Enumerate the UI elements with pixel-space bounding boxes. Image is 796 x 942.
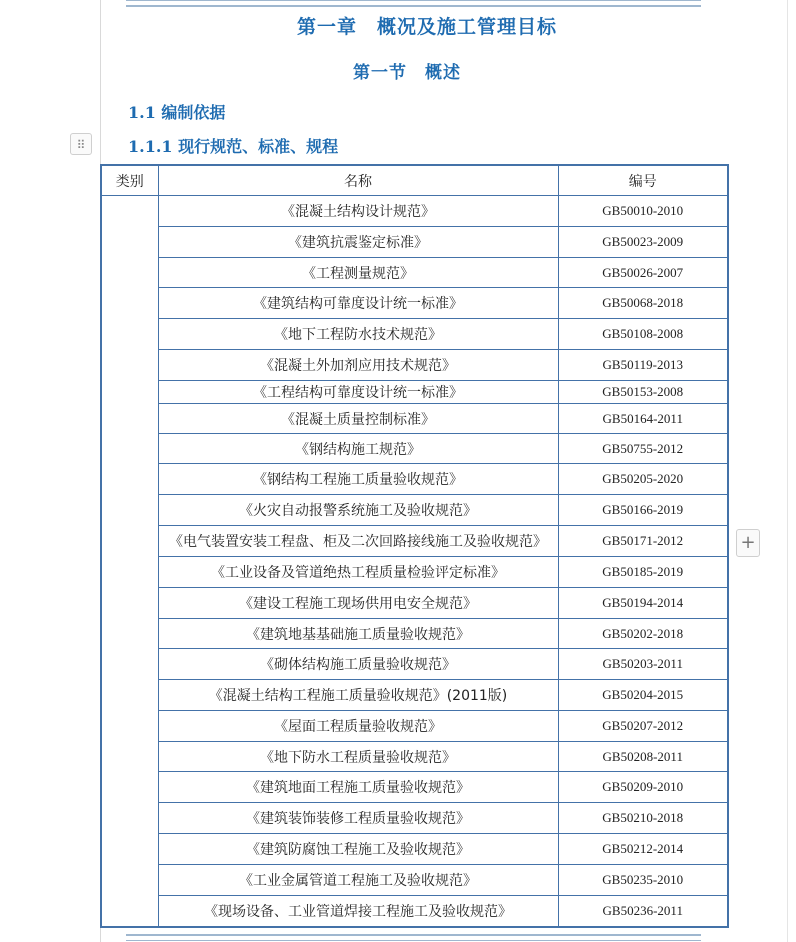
standard-code-cell[interactable]: GB50023-2009 [558,227,728,258]
header-category[interactable]: 类别 [101,165,158,196]
table-drag-handle-icon[interactable]: ⠿ [70,133,92,155]
standard-code-cell[interactable]: GB50755-2012 [558,434,728,464]
standard-name-cell[interactable]: 《工业设备及管道绝热工程质量检验评定标准》 [158,557,558,588]
table-row [101,834,728,865]
category-cell[interactable] [101,196,158,927]
standard-code-cell[interactable]: GB50204-2015 [558,680,728,711]
standard-name-cell[interactable]: 《建筑地基基础施工质量验收规范》 [158,619,558,649]
subheading-compilation-basis: 1.1 编制依据 [128,103,226,122]
page-header-rule [126,0,701,7]
standard-name-cell[interactable]: 《建筑结构可靠度设计统一标准》 [158,288,558,319]
standard-code-cell[interactable]: GB50153-2008 [558,381,728,404]
header-name[interactable]: 名称 [158,165,558,196]
standard-code-cell[interactable]: GB50010-2010 [558,196,728,227]
standard-code-cell[interactable]: GB50212-2014 [558,834,728,865]
table-row [101,196,728,227]
header-code[interactable]: 编号 [558,165,728,196]
table-row [101,711,728,742]
standard-code-cell[interactable]: GB50202-2018 [558,619,728,649]
table-row [101,742,728,772]
standard-code-cell[interactable]: GB50108-2008 [558,319,728,350]
table-row [101,227,728,258]
standard-name-cell[interactable]: 《混凝土质量控制标准》 [158,404,558,434]
standard-code-cell[interactable]: GB50119-2013 [558,350,728,381]
table-row [101,434,728,464]
standard-name-cell[interactable]: 《地下防水工程质量验收规范》 [158,742,558,772]
table-row [101,464,728,495]
table-row [101,557,728,588]
standard-name-cell[interactable]: 《地下工程防水技术规范》 [158,319,558,350]
standard-name-cell[interactable]: 《屋面工程质量验收规范》 [158,711,558,742]
table-row [101,350,728,381]
table-row [101,896,728,927]
add-column-button[interactable]: + [736,529,760,557]
standard-code-cell[interactable]: GB50171-2012 [558,526,728,557]
standard-name-cell[interactable]: 《钢结构施工规范》 [158,434,558,464]
table-row [101,404,728,434]
standard-code-cell[interactable]: GB50205-2020 [558,464,728,495]
table-row [101,319,728,350]
standard-name-cell[interactable]: 《工程测量规范》 [158,258,558,288]
standard-code-cell[interactable]: GB50026-2007 [558,258,728,288]
chapter-heading: 第一章 概况及施工管理目标 [296,16,557,38]
table-row [101,803,728,834]
standard-name-cell[interactable]: 《混凝土结构设计规范》 [158,196,558,227]
standard-code-cell[interactable]: GB50235-2010 [558,865,728,896]
standard-name-cell[interactable]: 《砌体结构施工质量验收规范》 [158,649,558,680]
page-footer-rule [126,934,701,941]
table-body [101,196,728,927]
standard-name-cell[interactable]: 《工业金属管道工程施工及验收规范》 [158,865,558,896]
standard-code-cell[interactable]: GB50236-2011 [558,896,728,927]
table-row [101,649,728,680]
table-row [101,381,728,404]
standard-code-cell[interactable]: GB50207-2012 [558,711,728,742]
standard-code-cell[interactable]: GB50166-2019 [558,495,728,526]
table-row [101,495,728,526]
table-row [101,619,728,649]
standard-name-cell[interactable]: 《建筑装饰装修工程质量验收规范》 [158,803,558,834]
section-heading: 第一节 概述 [353,63,461,83]
standard-code-cell[interactable]: GB50068-2018 [558,288,728,319]
standard-name-cell[interactable]: 《建设工程施工现场供用电安全规范》 [158,588,558,619]
standard-code-cell[interactable]: GB50185-2019 [558,557,728,588]
standard-code-cell[interactable]: GB50209-2010 [558,772,728,803]
standard-name-cell[interactable]: 《建筑抗震鉴定标准》 [158,227,558,258]
standards-table [100,164,729,928]
subheading-current-standards: 1.1.1 现行规范、标准、规程 [128,137,339,156]
standard-name-cell[interactable]: 《钢结构工程施工质量验收规范》 [158,464,558,495]
table-row [101,588,728,619]
standard-name-cell[interactable]: 《火灾自动报警系统施工及验收规范》 [158,495,558,526]
standard-code-cell[interactable]: GB50164-2011 [558,404,728,434]
standard-name-cell[interactable]: 《建筑防腐蚀工程施工及验收规范》 [158,834,558,865]
table-header-row [101,165,728,196]
standard-code-cell[interactable]: GB50208-2011 [558,742,728,772]
standard-name-cell[interactable]: 《建筑地面工程施工质量验收规范》 [158,772,558,803]
table-row [101,772,728,803]
standard-name-cell[interactable]: 《工程结构可靠度设计统一标准》 [158,381,558,404]
table-row [101,288,728,319]
page-right-edge [787,0,788,942]
standard-name-cell[interactable]: 《混凝土结构工程施工质量验收规范》(2011版) [158,680,558,711]
standard-code-cell[interactable]: GB50194-2014 [558,588,728,619]
standard-name-cell[interactable]: 《现场设备、工业管道焊接工程施工及验收规范》 [158,896,558,927]
standard-code-cell[interactable]: GB50210-2018 [558,803,728,834]
table-row [101,680,728,711]
standard-name-cell[interactable]: 《混凝土外加剂应用技术规范》 [158,350,558,381]
standard-code-cell[interactable]: GB50203-2011 [558,649,728,680]
standard-name-cell[interactable]: 《电气装置安装工程盘、柜及二次回路接线施工及验收规范》 [158,526,558,557]
table-row [101,526,728,557]
table-row [101,258,728,288]
table-row [101,865,728,896]
